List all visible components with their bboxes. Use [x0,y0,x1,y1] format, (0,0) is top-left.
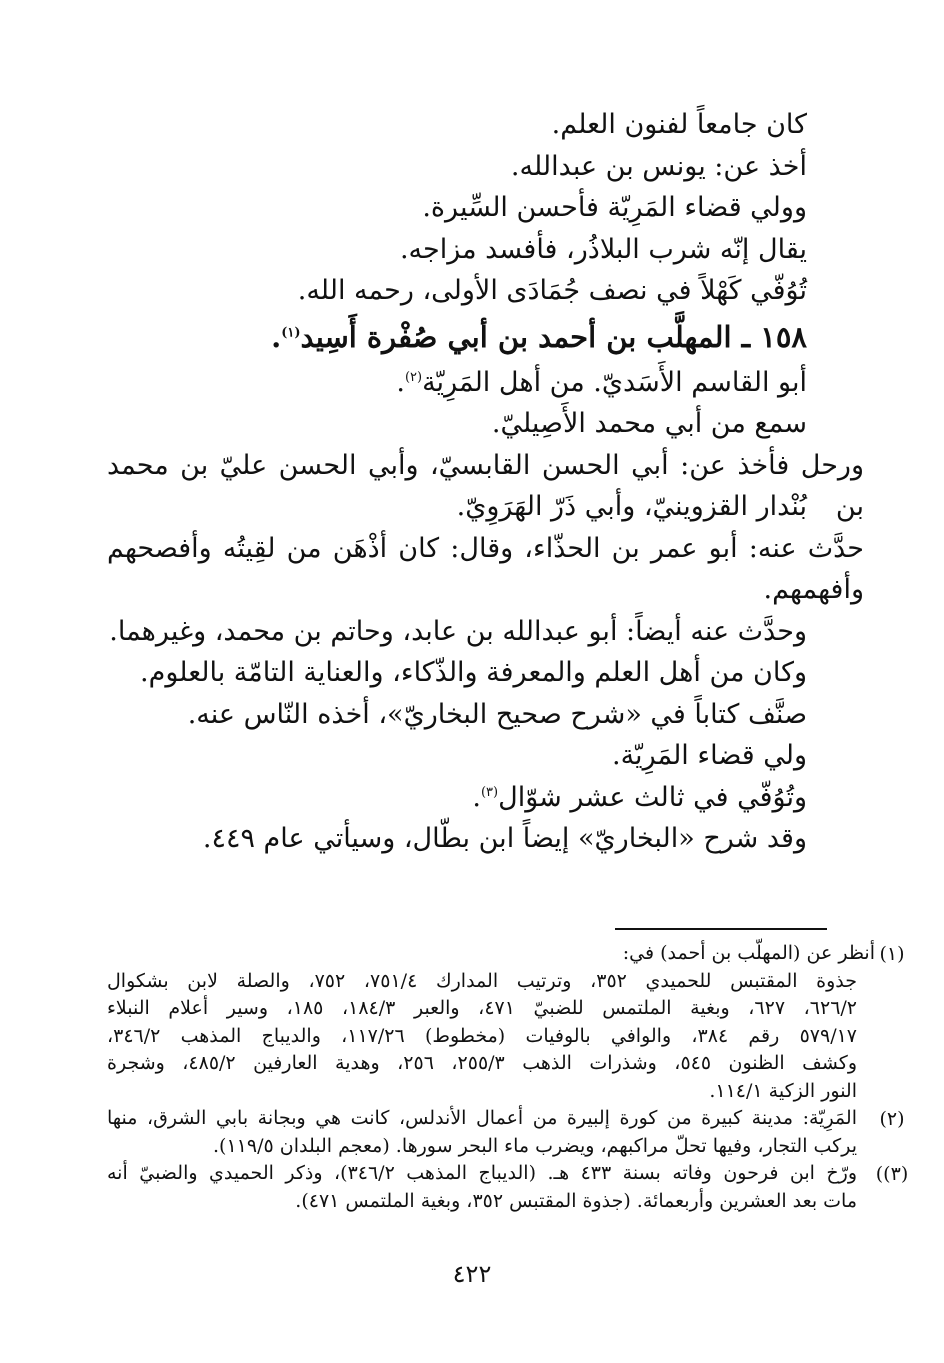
text-line: أخذ عن: يونس بن عبدالله. [510,150,807,182]
heading-period: . [271,319,282,354]
footnote-line: ورّخ ابن فرحون وفاته بسنة ٤٣٣ هـ. (الديباج المذهب ٣٤٦/٢)، وذكر الحميدي والضبيّ أنه [107,1162,857,1184]
footnote-line: أنظر عن (المهلّب بن أحمد) في: [622,942,875,964]
footnote-line: جذوة المقتبس للحميدي ٣٥٢، وترتيب المدارك ٧٥١/٤، ٧٥٢، والصلة لابن بشكوال [107,969,858,992]
text-line: وولي قضاء المَرِيّة فأحسن السِّيرة. [422,192,807,223]
text-line: صنَّف كتاباً في «شرح صحيح البخاريّ»، أخذه النّاس عنه. [187,698,807,730]
text-line: سمع من أبي محمد الأَصِيليّ. [491,408,807,439]
footnote-line: مات بعد العشرين وأربعمائة. (جذوة المقتبس ٣٥٢، وبغية الملتمس ٤٧١). [295,1189,857,1212]
footnote-marker: (١) [281,324,301,340]
footnote-separator [615,928,827,930]
footnote-line: ٥٧٩/١٧ رقم ٣٨٤، والوافي بالوفيات (مخطوط) ١١٧/٢٦، والديباج المذهب ٣٤٦/٢، [107,1024,858,1047]
footnote-line: يركب التجار، وفيها تحلّ مراكبهم، ويضرب ماء البحر سورها. (معجم البلدان ١١٩/٥). [213,1134,857,1157]
footnote-line: المَرِيّة: مدينة كبيرة من كورة إلبيرة من أعمال الأندلس، كانت هي وبجانة بابي الشرق، منها [107,1107,857,1129]
footnote-marker: (٢) [404,369,423,385]
footnote-1 [107,940,905,1105]
text-line: يقال إنّه شرب البلاذُر، فأفسد مزاجه. [399,233,807,265]
line-text: أبو القاسم الأَسَديّ. من أهل المَرِيّة [422,366,807,398]
text-line: تُوُفّي كَهْلاً في نصف جُمَادَى الأولى، رحمه الله. [297,275,807,306]
text-line: وحدَّث عنه أيضاً: أبو عبدالله بن عابد، وحاتم بن محمد، وغيرهما. [109,615,807,647]
entry-heading [107,315,807,359]
text-line: وكان من أهل العلم والمعرفة والذّكاء، والعناية التامّة بالعلوم. [140,657,807,688]
line-end: . [472,781,481,813]
text-line: كان جامعاً لفنون العلم. [551,109,807,140]
text-line: وقد شرح «البخاريّ» إيضاً ابن بطّال، وسيأتي عام ٤٤٩. [202,823,807,854]
footnote-line: وكشف الظنون ٥٤٥، وشذرات الذهب ٢٥٥/٣، ٢٥٦، وهدية العارفين ٤٨٥/٢، وشجرة [107,1052,857,1074]
main-text [107,104,864,860]
footnote-number: (٣)) [875,1163,909,1185]
footnote-number: (١) [879,943,905,965]
footnote-2 [107,1105,905,1160]
text-line: ورحل فأخذ عن: أبي الحسن القابسيّ، وأبي الحسن عليّ بن محمد بن [107,449,864,522]
text-line: ولي قضاء المَرِيّة. [612,740,807,771]
footnote-number: (٢) [879,1108,905,1130]
entry-heading-text: ١٥٨ ـ المهلَّب بن أحمد بن أبي صُفْرة أَسِيد [300,319,807,354]
footnote-line: النور الزكية ١١٤/١. [709,1079,857,1102]
footnotes [107,940,909,1215]
footnote-3 [107,1160,909,1215]
text-line: وأفهمهم. [763,574,864,605]
text-line [107,362,807,404]
text-line: حدَّث عنه: أبو عمر بن الحذّاء، وقال: كان أذْهَن من لقِيتُه وأفصحهم [107,532,864,564]
footnote-marker: (٣) [480,784,499,800]
page-number: ٤٢٢ [452,1260,492,1288]
footnote-line: ٦٢٦/٢، ٦٢٧، وبغية الملتمس للضبيّ ٤٧١، والعبر ١٨٤/٣، ١٨٥، وسير أعلام النبلاء [107,997,858,1019]
line-text: وتُوُفّي في ثالث عشر شوّال [498,781,807,813]
text-line [107,777,807,819]
text-line: بُنْدار القزوينيّ، وأبي ذَرّ الهَرَوِيّ. [456,491,807,522]
line-end: . [396,366,405,398]
